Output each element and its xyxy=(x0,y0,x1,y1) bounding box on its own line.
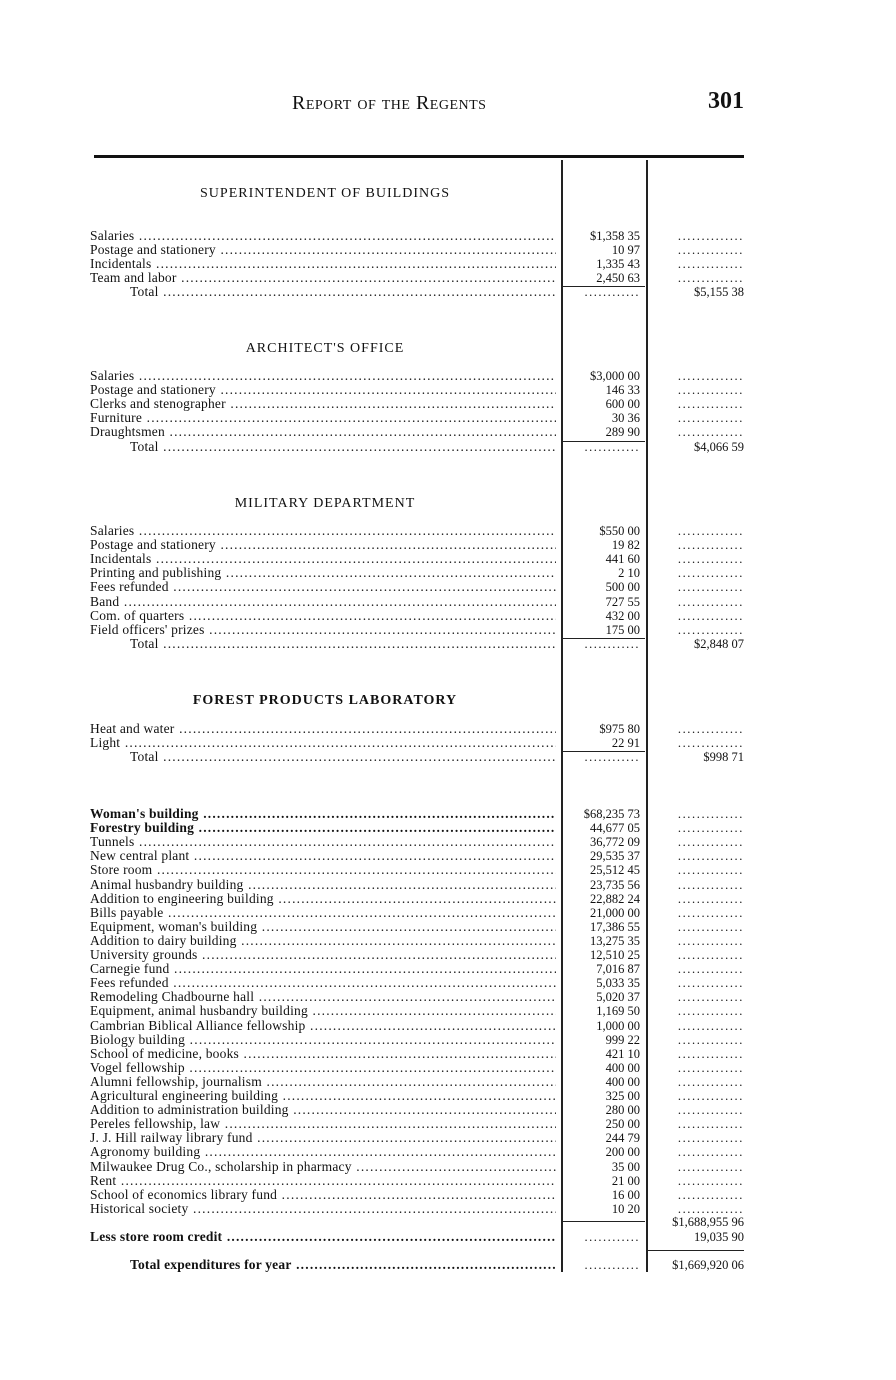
line-item xyxy=(90,976,745,990)
line-item-amount: 500 00 xyxy=(605,580,640,595)
line-item-label: Agricultural engineering building ..... xyxy=(90,1089,556,1103)
line-item-label: Forestry building ..... xyxy=(90,821,556,835)
dot-leader xyxy=(650,369,744,383)
section-total-amount: $2,848 07 xyxy=(694,636,744,651)
line-item-label: School of economics library fund ..... xyxy=(90,1188,556,1202)
line-item-label: Salaries ..... xyxy=(90,369,556,383)
line-item xyxy=(90,1160,745,1174)
line-item xyxy=(90,736,745,750)
line-item-label: Vogel fellowship ..... xyxy=(90,1061,556,1075)
line-item-amount: 999 22 xyxy=(605,1032,640,1047)
line-item-label: Fees refunded ..... xyxy=(90,976,556,990)
line-item xyxy=(90,1188,745,1202)
line-item-label: Incidentals ..... xyxy=(90,257,556,271)
line-item-label: Field officers' prizes ..... xyxy=(90,623,556,637)
line-item xyxy=(90,849,745,863)
dot-leader xyxy=(650,976,744,990)
line-item-amount: 19 82 xyxy=(611,538,640,553)
line-item xyxy=(90,257,745,271)
section-total-amount: $998 71 xyxy=(703,750,744,765)
dot-leader xyxy=(650,411,744,425)
section-title: MILITARY DEPARTMENT xyxy=(234,496,416,511)
line-item-label: Equipment, woman's building ..... xyxy=(90,920,556,934)
dot-leader xyxy=(650,835,744,849)
line-item-amount: 36,772 09 xyxy=(590,835,640,850)
line-item-amount: 400 00 xyxy=(605,1060,640,1075)
dot-leader xyxy=(650,736,744,750)
line-item-label: Heat and water ..... xyxy=(90,722,556,736)
total-expenditures-label: Total expenditures for year ..... xyxy=(90,1258,556,1272)
dot-leader xyxy=(650,821,744,835)
line-item-label: Addition to engineering building ..... xyxy=(90,892,556,906)
dot-leader xyxy=(650,948,744,962)
line-item xyxy=(90,623,745,637)
total-expenditures-row xyxy=(90,1258,745,1272)
line-item-amount: 16 00 xyxy=(611,1187,640,1202)
line-item-label: University grounds ..... xyxy=(90,948,556,962)
line-item-amount: 2,450 63 xyxy=(596,271,640,286)
line-item-label: New central plant ..... xyxy=(90,849,556,863)
line-item-amount: 175 00 xyxy=(605,622,640,637)
line-item xyxy=(90,835,745,849)
line-item xyxy=(90,892,745,906)
line-item-label: Incidentals ..... xyxy=(90,552,556,566)
line-item-label: Milwaukee Drug Co., scholarship in pharmacy ..... xyxy=(90,1160,556,1174)
line-item-amount: 7,016 87 xyxy=(596,962,640,977)
line-item-amount: 441 60 xyxy=(605,552,640,567)
line-item-label: Postage and stationery ..... xyxy=(90,538,556,552)
line-item-amount: 280 00 xyxy=(605,1103,640,1118)
line-item-amount: $1,358 35 xyxy=(590,229,640,243)
less-store-room-label: Less store room credit ..... xyxy=(90,1230,556,1244)
line-item-amount: $550 00 xyxy=(599,524,640,538)
line-item xyxy=(90,722,745,736)
line-item xyxy=(90,552,745,566)
line-item xyxy=(90,990,745,1004)
line-item-amount: 1,169 50 xyxy=(596,1004,640,1019)
line-item-amount: $3,000 00 xyxy=(590,369,640,383)
grand-subtotal-row xyxy=(90,1215,745,1229)
line-item-label: Salaries ..... xyxy=(90,524,556,538)
dot-leader xyxy=(650,1202,744,1216)
running-header: Report of the Regents xyxy=(292,92,487,114)
line-item xyxy=(90,1103,745,1117)
line-item-label: Clerks and stenographer ..... xyxy=(90,397,556,411)
line-item xyxy=(90,1047,745,1061)
total-label: Total ..... xyxy=(90,637,556,651)
line-item xyxy=(90,962,745,976)
dot-leader xyxy=(650,990,744,1004)
section-total-amount: 19,035 90 xyxy=(694,1230,744,1244)
section-total-amount: $4,066 59 xyxy=(694,439,744,454)
line-item-amount: 289 90 xyxy=(605,425,640,440)
dot-leader xyxy=(650,807,744,821)
dot-leader xyxy=(650,595,744,609)
line-item xyxy=(90,807,745,821)
line-item-label: Woman's building ..... xyxy=(90,807,556,821)
dot-leader xyxy=(650,538,744,552)
line-item-amount: 400 00 xyxy=(605,1074,640,1089)
line-item xyxy=(90,920,745,934)
dot-leader xyxy=(650,623,744,637)
line-item xyxy=(90,397,745,411)
line-item-label: Biology building ..... xyxy=(90,1033,556,1047)
line-item-amount: 44,677 05 xyxy=(590,821,640,836)
section-title: ARCHITECT'S OFFICE xyxy=(245,341,405,356)
line-item xyxy=(90,1174,745,1188)
line-item-label: Postage and stationery ..... xyxy=(90,243,556,257)
less-store-room-row xyxy=(90,1230,745,1244)
line-item-label: Cambrian Biblical Alliance fellowship ..... xyxy=(90,1019,556,1033)
line-item-amount: 600 00 xyxy=(605,397,640,412)
line-item xyxy=(90,595,745,609)
dot-leader xyxy=(650,1004,744,1018)
line-item-label: Salaries ..... xyxy=(90,229,556,243)
dot-leader xyxy=(562,1258,640,1272)
line-item xyxy=(90,411,745,425)
line-item-amount: 5,020 37 xyxy=(596,990,640,1005)
section-total-row xyxy=(90,440,745,454)
line-item-label: Animal husbandry building ..... xyxy=(90,878,556,892)
dot-leader xyxy=(562,1230,640,1244)
line-item-amount: 21 00 xyxy=(611,1173,640,1188)
line-item xyxy=(90,1061,745,1075)
line-item-label: School of medicine, books ..... xyxy=(90,1047,556,1061)
line-item-amount: 30 36 xyxy=(611,411,640,426)
dot-leader xyxy=(650,609,744,623)
line-item xyxy=(90,580,745,594)
dot-leader xyxy=(650,920,744,934)
dot-leader xyxy=(650,1131,744,1145)
line-item-amount: 25,512 45 xyxy=(590,863,640,878)
dot-leader xyxy=(650,566,744,580)
section-total-amount: $1,669,920 06 xyxy=(672,1258,744,1272)
dot-leader xyxy=(650,552,744,566)
total-label: Total ..... xyxy=(90,285,556,299)
line-item-amount: $68,235 73 xyxy=(583,807,640,821)
line-item-amount: 1,000 00 xyxy=(596,1018,640,1033)
dot-leader xyxy=(650,1103,744,1117)
line-item-label: Agronomy building ..... xyxy=(90,1145,556,1159)
line-item-amount: 244 79 xyxy=(605,1131,640,1146)
line-item-amount: 22,882 24 xyxy=(590,891,640,906)
line-item-label: Bills payable ..... xyxy=(90,906,556,920)
line-item xyxy=(90,878,745,892)
dot-leader xyxy=(650,892,744,906)
line-item-amount: 13,275 35 xyxy=(590,933,640,948)
line-item-label: Store room ..... xyxy=(90,863,556,877)
line-item-amount: 146 33 xyxy=(605,383,640,398)
dot-leader xyxy=(650,1174,744,1188)
dot-leader xyxy=(650,1160,744,1174)
section-total-row xyxy=(90,285,745,299)
line-item-label: Draughtsmen ..... xyxy=(90,425,556,439)
dot-leader xyxy=(650,229,744,243)
dot-leader xyxy=(650,243,744,257)
dot-leader xyxy=(650,1089,744,1103)
dot-leader xyxy=(650,1075,744,1089)
line-item-amount: 325 00 xyxy=(605,1089,640,1103)
line-item-amount: 1,335 43 xyxy=(596,257,640,272)
dot-leader xyxy=(562,285,640,299)
line-item xyxy=(90,229,745,243)
dot-leader xyxy=(650,906,744,920)
dot-leader xyxy=(650,878,744,892)
line-item-label: Historical society ..... xyxy=(90,1202,556,1216)
header-rule xyxy=(94,155,744,158)
line-item-amount: 200 00 xyxy=(605,1145,640,1160)
total-rule xyxy=(648,1250,744,1251)
dot-leader xyxy=(650,722,744,736)
line-item xyxy=(90,524,745,538)
dot-leader xyxy=(650,1033,744,1047)
line-item xyxy=(90,383,745,397)
line-item-label: Fees refunded ..... xyxy=(90,580,556,594)
line-item xyxy=(90,1089,745,1103)
line-item-amount: $975 80 xyxy=(599,722,640,736)
line-item-label: Addition to dairy building ..... xyxy=(90,934,556,948)
line-item-label: Team and labor ..... xyxy=(90,271,556,285)
dot-leader xyxy=(650,383,744,397)
line-item-amount: 727 55 xyxy=(605,594,640,609)
dot-leader xyxy=(650,1061,744,1075)
line-item-amount: 12,510 25 xyxy=(590,948,640,962)
total-label: Total ..... xyxy=(90,750,556,764)
dot-leader xyxy=(650,1145,744,1159)
dot-leader xyxy=(650,962,744,976)
dot-leader xyxy=(562,637,640,651)
line-item xyxy=(90,609,745,623)
line-item-label: Furniture ..... xyxy=(90,411,556,425)
line-item-amount: 10 97 xyxy=(611,243,640,258)
dot-leader xyxy=(562,440,640,454)
dot-leader xyxy=(650,257,744,271)
line-item-label: Com. of quarters ..... xyxy=(90,609,556,623)
dot-leader xyxy=(650,1019,744,1033)
dot-leader xyxy=(650,580,744,594)
line-item-amount: 10 20 xyxy=(611,1201,640,1216)
line-item xyxy=(90,1004,745,1018)
section-title: FOREST PRODUCTS LABORATORY xyxy=(192,693,458,708)
line-item-amount: 23,735 56 xyxy=(590,877,640,892)
line-item-label: Remodeling Chadbourne hall ..... xyxy=(90,990,556,1004)
dot-leader xyxy=(650,425,744,439)
line-item xyxy=(90,271,745,285)
dot-leader xyxy=(650,849,744,863)
line-item xyxy=(90,1117,745,1131)
line-item xyxy=(90,243,745,257)
line-item-amount: 250 00 xyxy=(605,1117,640,1132)
line-item-amount: 17,386 55 xyxy=(590,919,640,934)
section-total-amount: $5,155 38 xyxy=(694,285,744,300)
line-item-label: Light ..... xyxy=(90,736,556,750)
line-item-amount: 432 00 xyxy=(605,608,640,623)
dot-leader xyxy=(562,750,640,764)
line-item xyxy=(90,1019,745,1033)
dot-leader xyxy=(650,1188,744,1202)
line-item xyxy=(90,369,745,383)
line-item-amount: 35 00 xyxy=(611,1159,640,1174)
grand-subtotal-amount: $1,688,955 96 xyxy=(672,1215,744,1229)
line-item-amount: 2 10 xyxy=(618,566,640,581)
section-title: SUPERINTENDENT OF BUILDINGS xyxy=(200,186,450,201)
dot-leader xyxy=(650,397,744,411)
line-item xyxy=(90,934,745,948)
dot-leader xyxy=(650,863,744,877)
line-item-amount: 22 91 xyxy=(611,736,640,751)
line-item-label: Rent ..... xyxy=(90,1174,556,1188)
line-item-label: Addition to administration building ..... xyxy=(90,1103,556,1117)
line-item xyxy=(90,1145,745,1159)
line-item xyxy=(90,821,745,835)
line-item xyxy=(90,425,745,439)
line-item-amount: 421 10 xyxy=(605,1046,640,1061)
line-item xyxy=(90,1202,745,1216)
line-item-label: Alumni fellowship, journalism ..... xyxy=(90,1075,556,1089)
line-item xyxy=(90,948,745,962)
line-item xyxy=(90,1033,745,1047)
line-item-label: Postage and stationery ..... xyxy=(90,383,556,397)
line-item-label: Tunnels ..... xyxy=(90,835,556,849)
line-item-label: Equipment, animal husbandry building ..... xyxy=(90,1004,556,1018)
line-item-label: Printing and publishing ..... xyxy=(90,566,556,580)
line-item-label: Carnegie fund ..... xyxy=(90,962,556,976)
section-total-row xyxy=(90,637,745,651)
line-item-label: Pereles fellowship, law ..... xyxy=(90,1117,556,1131)
dot-leader xyxy=(650,271,744,285)
line-item-label: Band ..... xyxy=(90,595,556,609)
line-item-label: J. J. Hill railway library fund ..... xyxy=(90,1131,556,1145)
line-item xyxy=(90,538,745,552)
line-item xyxy=(90,1075,745,1089)
line-item xyxy=(90,863,745,877)
dot-leader xyxy=(650,1117,744,1131)
line-item xyxy=(90,906,745,920)
line-item-amount: 21,000 00 xyxy=(590,905,640,920)
dot-leader xyxy=(650,934,744,948)
total-label: Total ..... xyxy=(90,440,556,454)
line-item-amount: 5,033 35 xyxy=(596,976,640,991)
dot-leader xyxy=(650,524,744,538)
page-number: 301 xyxy=(708,88,744,114)
line-item xyxy=(90,566,745,580)
line-item xyxy=(90,1131,745,1145)
line-item-amount: 29,535 37 xyxy=(590,849,640,864)
section-total-row xyxy=(90,750,745,764)
dot-leader xyxy=(650,1047,744,1061)
